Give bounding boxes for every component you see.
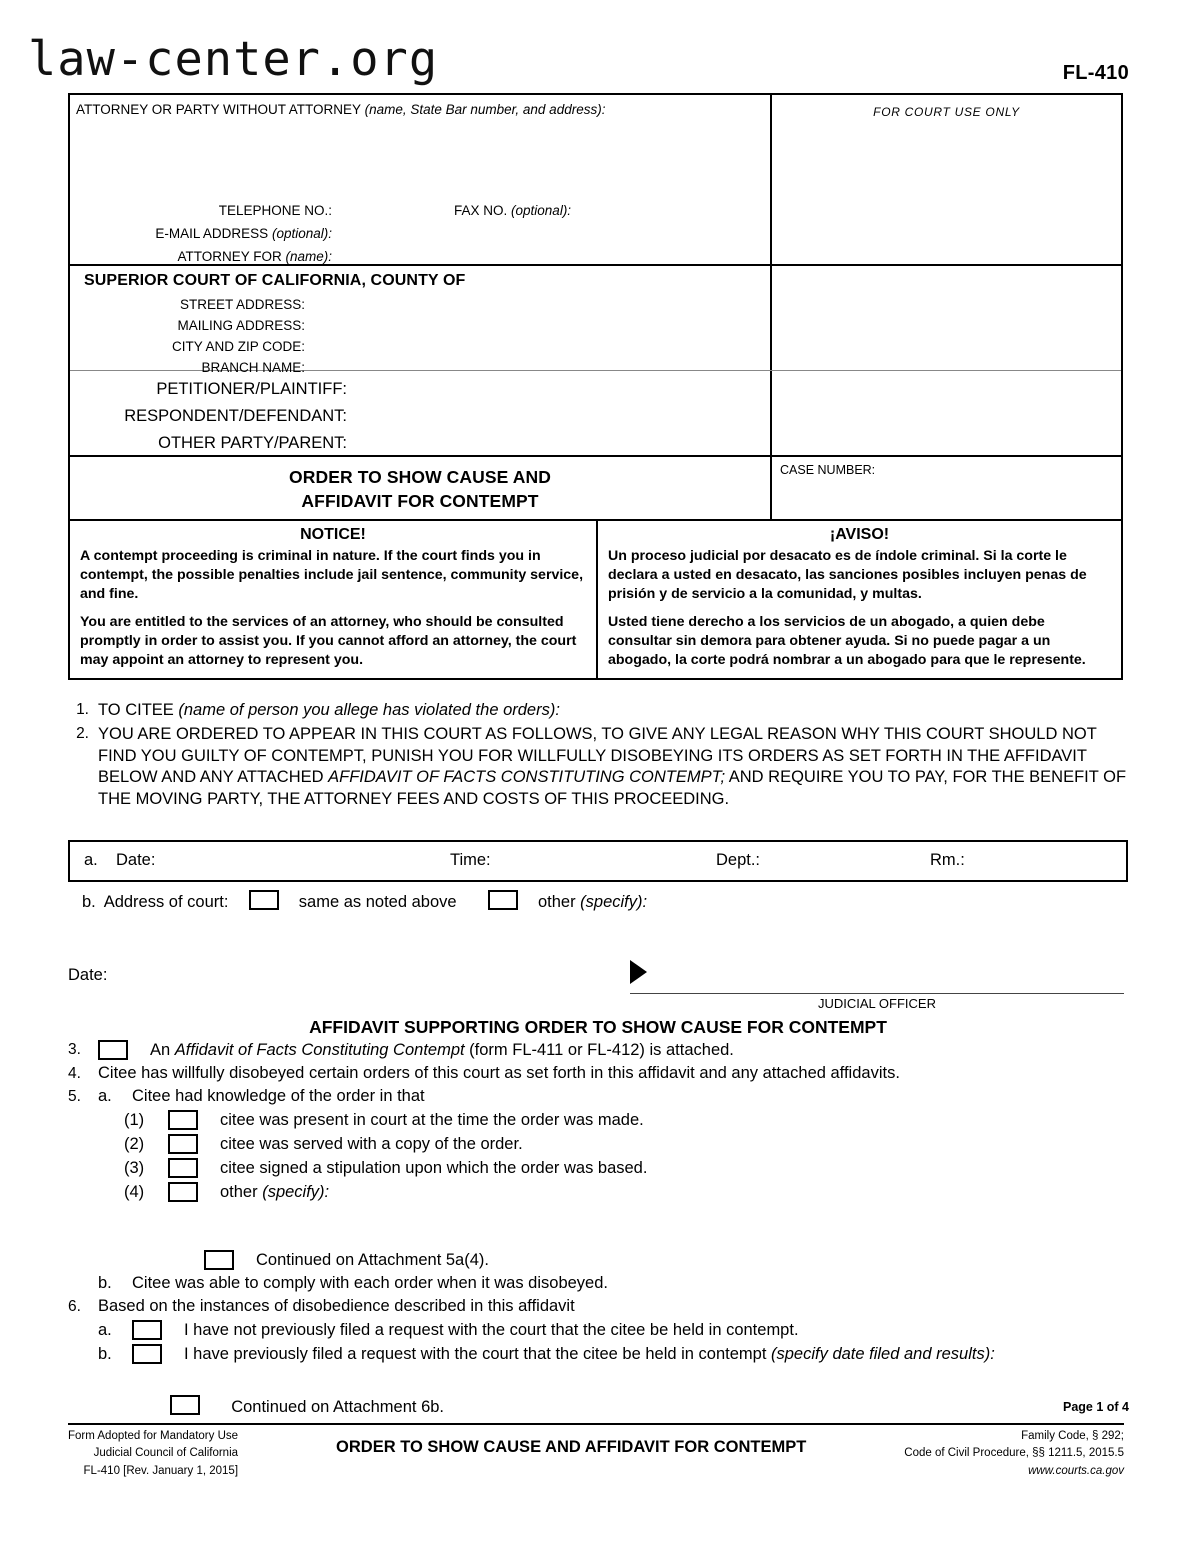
hearing-dept-label: Dept.: bbox=[716, 851, 761, 869]
item-5a-1-tag: (1) bbox=[124, 1110, 145, 1129]
checkbox-served-copy[interactable] bbox=[168, 1134, 198, 1154]
address-of-court-label: Address of court: bbox=[103, 893, 229, 911]
checkbox-continued-5a4[interactable] bbox=[204, 1250, 234, 1270]
checkbox-other-address[interactable] bbox=[488, 890, 518, 910]
item-5a-2-text: citee was served with a copy of the order. bbox=[220, 1134, 523, 1153]
parties-row bbox=[70, 371, 1121, 457]
item-5a-1 bbox=[68, 1110, 1128, 1130]
address-of-court-row bbox=[68, 890, 1128, 912]
for-court-use-cell bbox=[772, 95, 1121, 264]
item-5a-tag: a. bbox=[98, 1087, 112, 1105]
item-6b-tag: b. bbox=[98, 1344, 112, 1363]
hearing-room-label: Rm.: bbox=[930, 851, 965, 869]
notice-paragraph-es-2: Usted tiene derecho a los servicios de un abogado, a quien debe consultar sin demora para obtener ayuda. Si no puede pagar a un abogado, la corte podrá nombrar a un abogado para que le represente. bbox=[608, 614, 1086, 669]
checkbox-affidavit-attached[interactable] bbox=[98, 1040, 128, 1060]
checkbox-same-as-noted-above[interactable] bbox=[249, 890, 279, 910]
footer bbox=[68, 1428, 1124, 1480]
footer-adopted-line-3: FL-410 [Rev. January 1, 2015] bbox=[83, 1464, 239, 1477]
item-5a-4-tag: (4) bbox=[124, 1182, 145, 1201]
attorney-row bbox=[70, 95, 1121, 266]
item-6a bbox=[68, 1320, 1128, 1340]
attorney-cell[interactable] bbox=[70, 95, 772, 264]
item-5b bbox=[68, 1274, 1128, 1293]
item-2a-tag: a. bbox=[84, 851, 98, 869]
item-1-number: 1. bbox=[76, 701, 89, 718]
hearing-time-label: Time: bbox=[450, 851, 491, 869]
court-title: SUPERIOR COURT OF CALIFORNIA, COUNTY OF bbox=[84, 272, 466, 289]
footer-adopted-line-2: Judicial Council of California bbox=[93, 1447, 239, 1460]
footer-website: www.courts.ca.gov bbox=[1028, 1464, 1124, 1477]
notice-heading-en: NOTICE! bbox=[300, 526, 366, 543]
item-2-text: YOU ARE ORDERED TO APPEAR IN THIS COURT AS FOLLOWS, TO GIVE ANY LEGAL REASON WHY THIS COURT SHOULD NOT FIND YOU GUILTY OF CONTEMPT, PUNISH YOU FOR WILLFULLY DISOBEYING ITS ORDERS AS SET FORTH IN THE AFFIDAVIT BELOW AND ANY ATTACHED AFFIDAVIT OF FACTS CONSTITUTING CONTEMPT; AND REQUIRE YOU TO PAY, FOR THE BENEFIT OF THE MOVING PARTY, THE ATTORNEY FEES AND COSTS OF THIS PROCEEDING. bbox=[98, 724, 1127, 809]
street-address-label: STREET ADDRESS: bbox=[179, 297, 305, 312]
notice-paragraph-en-1: A contempt proceeding is criminal in nature. If the court finds you in contempt, the possible penalties include jail sentence, community service, and fine. bbox=[80, 548, 584, 603]
attorney-for-label: ATTORNEY FOR (name): bbox=[177, 249, 332, 264]
case-number-label: CASE NUMBER: bbox=[780, 463, 876, 477]
other-address-label: other (specify): bbox=[537, 893, 648, 911]
parties-cell[interactable] bbox=[70, 371, 772, 455]
item-2-number: 2. bbox=[76, 724, 89, 742]
item-1-text: TO CITEE (name of person you allege has violated the orders): bbox=[98, 701, 560, 719]
affidavit-heading: AFFIDAVIT SUPPORTING ORDER TO SHOW CAUSE FOR CONTEMPT bbox=[309, 1017, 887, 1037]
item-5a-4-text: other (specify): bbox=[220, 1182, 330, 1201]
case-number-cell[interactable] bbox=[772, 457, 1121, 519]
parties-stamp-cell bbox=[772, 371, 1121, 455]
signature-pointer-icon bbox=[630, 960, 647, 984]
item-5b-text: Citee was able to comply with each order when it was disobeyed. bbox=[132, 1274, 608, 1292]
site-watermark: law-center.org bbox=[28, 32, 439, 87]
email-label: E-MAIL ADDRESS (optional): bbox=[155, 226, 332, 241]
hearing-date-label: Date: bbox=[116, 851, 156, 869]
respondent-label: RESPONDENT/DEFENDANT: bbox=[124, 407, 347, 425]
item-6b bbox=[68, 1344, 1128, 1364]
item-5a-3-tag: (3) bbox=[124, 1158, 145, 1177]
footer-citations bbox=[904, 1428, 1124, 1480]
same-as-noted-above-label: same as noted above bbox=[298, 893, 457, 911]
continued-6b-label: Continued on Attachment 6b. bbox=[231, 1398, 445, 1416]
item-5-number: 5. bbox=[68, 1087, 81, 1105]
page-number: Page 1 of 4 bbox=[1063, 1400, 1129, 1414]
checkbox-not-previously-filed[interactable] bbox=[132, 1320, 162, 1340]
continued-5a4-label: Continued on Attachment 5a(4). bbox=[256, 1250, 489, 1269]
item-4 bbox=[68, 1064, 1128, 1083]
item-5a-3-text: citee signed a stipulation upon which the order was based. bbox=[220, 1158, 648, 1177]
notice-paragraph-en-2: You are entitled to the services of an attorney, who should be consulted promptly in order to assist you. If you cannot afford an attorney, the court may appoint an attorney to represent you. bbox=[80, 614, 577, 669]
item-3-text: An Affidavit of Facts Constituting Contempt (form FL-411 or FL-412) is attached. bbox=[150, 1040, 734, 1059]
notice-english bbox=[70, 521, 598, 678]
branch-name-label: BRANCH NAME: bbox=[201, 360, 305, 375]
checkbox-other-knowledge[interactable] bbox=[168, 1182, 198, 1202]
hearing-datetime-bar[interactable] bbox=[68, 840, 1128, 882]
footer-adoption-info bbox=[68, 1428, 238, 1480]
order-items bbox=[68, 700, 1128, 813]
other-party-label: OTHER PARTY/PARENT: bbox=[158, 434, 347, 452]
affidavit-items bbox=[68, 1040, 1128, 1368]
item-4-text: Citee has willfully disobeyed certain orders of this court as set forth in this affidavit and any attached affidavits. bbox=[98, 1064, 900, 1082]
continued-6b-row bbox=[170, 1395, 444, 1417]
item-5a-1-text: citee was present in court at the time the order was made. bbox=[220, 1110, 644, 1129]
for-court-use-label: FOR COURT USE ONLY bbox=[873, 105, 1020, 119]
item-5 bbox=[68, 1087, 1128, 1106]
item-3 bbox=[68, 1040, 1128, 1060]
checkbox-continued-6b[interactable] bbox=[170, 1395, 200, 1415]
item-5a-2 bbox=[68, 1134, 1128, 1154]
notice-row bbox=[70, 519, 1121, 678]
signature-line[interactable] bbox=[630, 993, 1124, 994]
item-2b-tag: b. bbox=[82, 893, 96, 911]
footer-citation-line-1: Family Code, § 292; bbox=[1021, 1430, 1124, 1442]
form-title-row bbox=[70, 457, 1121, 519]
attorney-label: ATTORNEY OR PARTY WITHOUT ATTORNEY (name, State Bar number, and address): bbox=[76, 102, 606, 117]
court-cell[interactable] bbox=[70, 266, 772, 375]
form-number: FL-410 bbox=[1062, 62, 1129, 84]
item-4-number: 4. bbox=[68, 1064, 81, 1082]
checkbox-signed-stipulation[interactable] bbox=[168, 1158, 198, 1178]
item-5b-tag: b. bbox=[98, 1274, 112, 1292]
fax-label: FAX NO. (optional): bbox=[454, 203, 572, 218]
signature-date-label: Date: bbox=[68, 966, 108, 984]
continued-5a4-row bbox=[68, 1250, 1128, 1270]
item-2 bbox=[68, 724, 1128, 811]
item-6-number: 6. bbox=[68, 1297, 81, 1315]
footer-divider bbox=[68, 1423, 1124, 1425]
city-zip-label: CITY AND ZIP CODE: bbox=[171, 339, 305, 354]
judicial-officer-caption: JUDICIAL OFFICER bbox=[818, 996, 936, 1011]
item-5a-text: Citee had knowledge of the order in that bbox=[132, 1087, 425, 1105]
court-row bbox=[70, 266, 1121, 375]
checkbox-present-in-court[interactable] bbox=[168, 1110, 198, 1130]
court-stamp-cell bbox=[772, 266, 1121, 370]
item-3-number: 3. bbox=[68, 1041, 81, 1058]
item-5a-3 bbox=[68, 1158, 1128, 1178]
footer-citation-line-2: Code of Civil Procedure, §§ 1211.5, 2015.5 bbox=[904, 1447, 1124, 1460]
footer-form-title: ORDER TO SHOW CAUSE AND AFFIDAVIT FOR CONTEMPT bbox=[336, 1438, 807, 1456]
notice-heading-es: ¡AVISO! bbox=[829, 526, 890, 543]
form-title: ORDER TO SHOW CAUSE AND AFFIDAVIT FOR CONTEMPT bbox=[289, 467, 551, 511]
item-6a-text: I have not previously filed a request with the court that the citee be held in contempt. bbox=[184, 1320, 799, 1339]
checkbox-previously-filed[interactable] bbox=[132, 1344, 162, 1364]
item-1 bbox=[68, 700, 1128, 722]
notice-paragraph-es-1: Un proceso judicial por desacato es de índole criminal. Si la corte le declara a usted en desacato, las sanciones posibles incluyen penas de prisión y de servicio a la comunidad, y multas. bbox=[608, 548, 1087, 603]
item-6a-tag: a. bbox=[98, 1320, 112, 1339]
form-title-cell bbox=[70, 457, 772, 519]
caption-table bbox=[68, 93, 1123, 680]
item-6b-text: I have previously filed a request with the court that the citee be held in contempt (specify date filed and results): bbox=[184, 1344, 995, 1363]
telephone-label: TELEPHONE NO.: bbox=[218, 203, 332, 218]
petitioner-label: PETITIONER/PLAINTIFF: bbox=[156, 380, 347, 398]
mailing-address-label: MAILING ADDRESS: bbox=[177, 318, 305, 333]
item-5a-2-tag: (2) bbox=[124, 1134, 145, 1153]
footer-adopted-line-1: Form Adopted for Mandatory Use bbox=[68, 1430, 239, 1442]
item-6 bbox=[68, 1297, 1128, 1316]
notice-spanish bbox=[598, 521, 1121, 678]
item-6-text: Based on the instances of disobedience described in this affidavit bbox=[98, 1297, 575, 1315]
item-5a-4 bbox=[68, 1182, 1128, 1202]
